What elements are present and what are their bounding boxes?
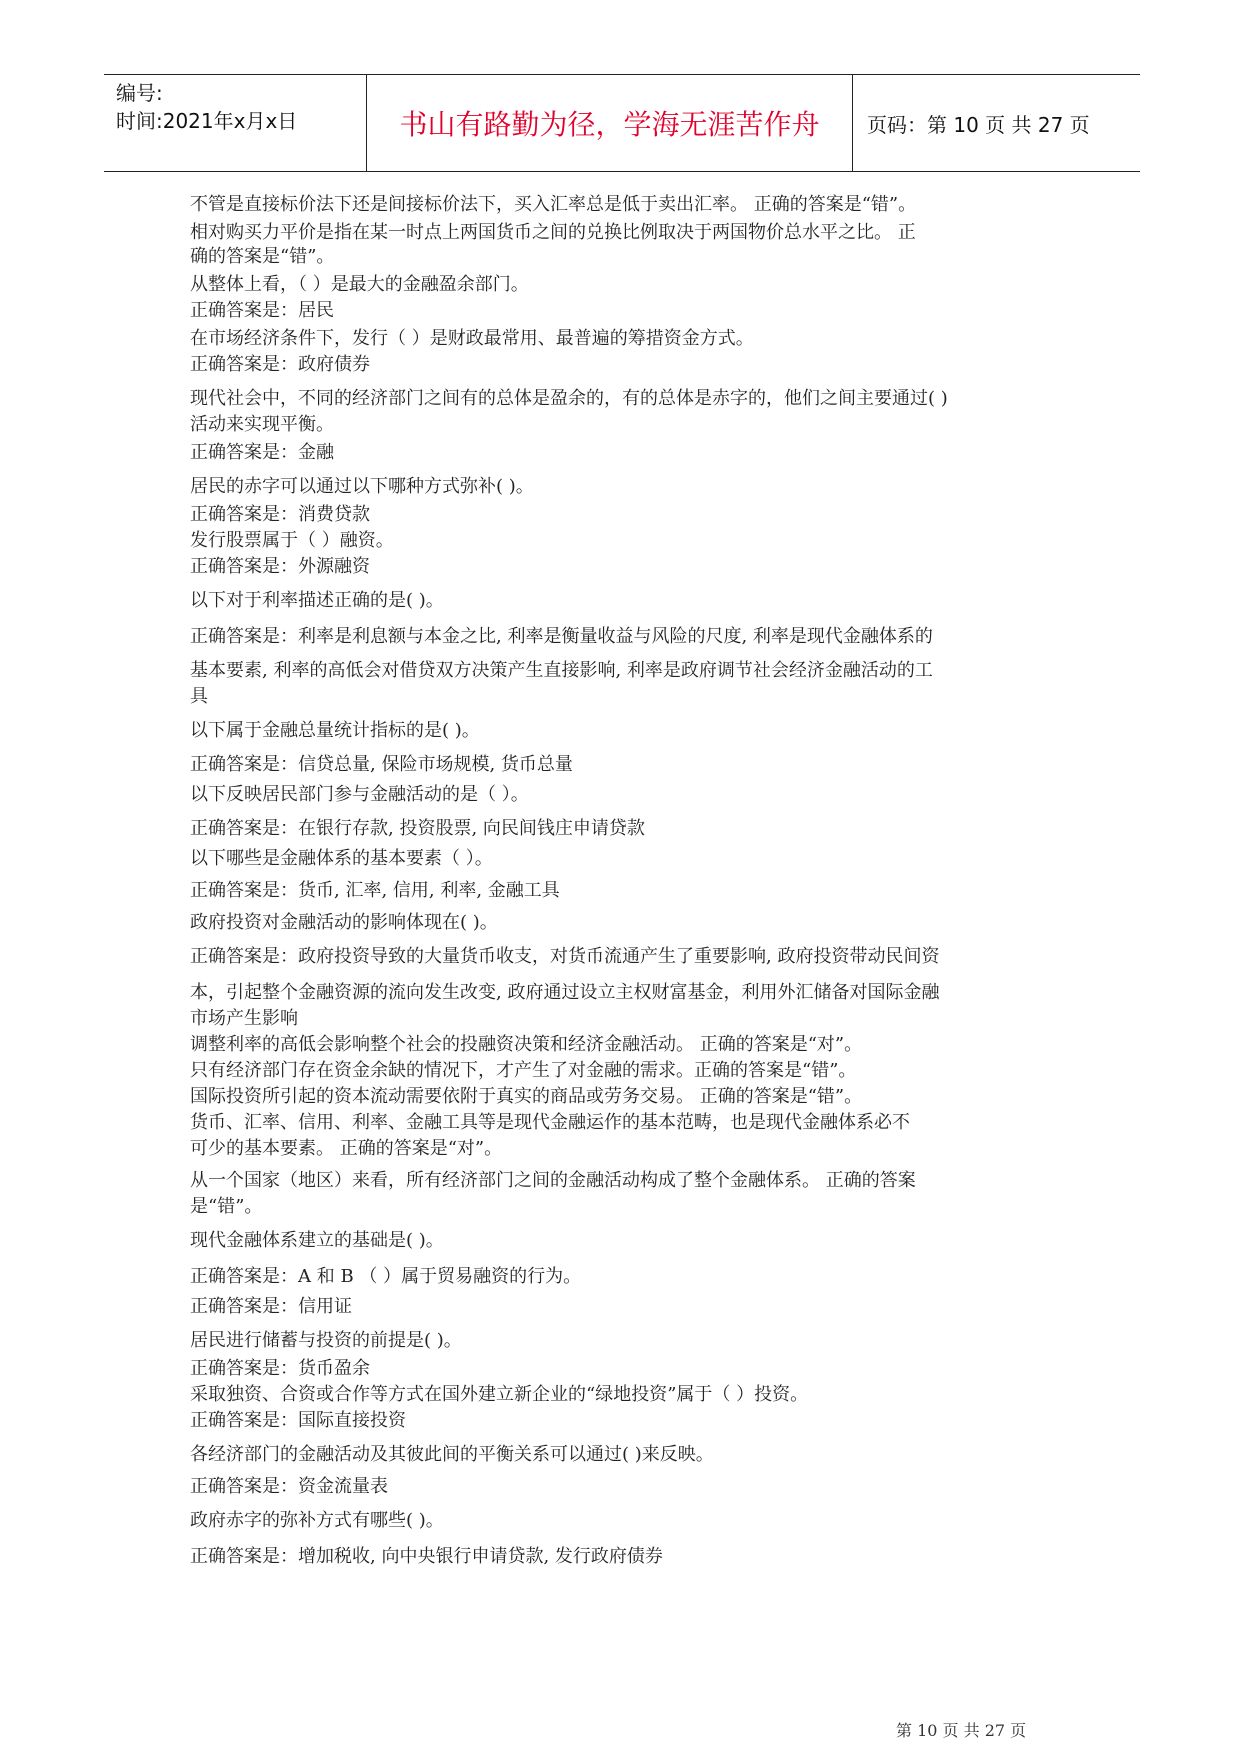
- text-line: 从一个国家（地区）来看，所有经济部门之间的金融活动构成了整个金融体系。 正确的答案: [190, 1170, 916, 1191]
- header-page-cell: [853, 75, 1140, 171]
- text-line: 调整利率的高低会影响整个社会的投融资决策和经济金融活动。 正确的答案是“对”。: [190, 1034, 863, 1055]
- text-line: 正确答案是：外源融资: [190, 556, 370, 577]
- text-line: 采取独资、合资或合作等方式在国外建立新企业的“绿地投资”属于（ ）投资。: [190, 1384, 809, 1405]
- text-line: 正确答案是：A 和 B （ ）属于贸易融资的行为。: [190, 1266, 582, 1287]
- text-line: 只有经济部门存在资金余缺的情况下，才产生了对金融的需求。正确的答案是“错”。: [190, 1060, 857, 1081]
- text-line: 政府投资对金融活动的影响体现在( )。: [190, 912, 498, 933]
- text-line: 本，引起整个金融资源的流向发生改变, 政府通过设立主权财富基金，利用外汇储备对国际金融: [190, 982, 940, 1003]
- text-line: 现代社会中，不同的经济部门之间有的总体是盈余的，有的总体是赤字的，他们之间主要通过( ): [190, 388, 948, 409]
- text-line: 确的答案是“错”。: [190, 246, 335, 267]
- text-line: 货币、汇率、信用、利率、金融工具等是现代金融运作的基本范畴，也是现代金融体系必不: [190, 1112, 910, 1133]
- text-line: 在市场经济条件下，发行（ ）是财政最常用、最普遍的筹措资金方式。: [190, 328, 754, 349]
- text-line: 正确答案是：消费贷款: [190, 504, 370, 525]
- document-time-label: 时间:2021年x月x日: [116, 109, 298, 133]
- text-line: 以下对于利率描述正确的是( )。: [190, 590, 444, 611]
- text-line: 正确答案是：货币盈余: [190, 1358, 370, 1379]
- text-line: 居民进行储蓄与投资的前提是( )。: [190, 1330, 462, 1351]
- text-line: 从整体上看，（ ）是最大的金融盈余部门。: [190, 274, 529, 295]
- text-line: 正确答案是：国际直接投资: [190, 1410, 406, 1431]
- text-line: 正确答案是：信贷总量, 保险市场规模, 货币总量: [190, 754, 573, 775]
- text-line: 以下哪些是金融体系的基本要素（ ）。: [190, 848, 493, 869]
- text-line: 正确答案是：信用证: [190, 1296, 352, 1317]
- text-line: 基本要素, 利率的高低会对借贷双方决策产生直接影响, 利率是政府调节社会经济金融活动的工: [190, 660, 933, 681]
- text-line: 可少的基本要素。 正确的答案是“对”。: [190, 1138, 503, 1159]
- text-line: 具: [190, 686, 208, 707]
- text-line: 以下属于金融总量统计指标的是( )。: [190, 720, 480, 741]
- text-line: 正确答案是：增加税收, 向中央银行申请贷款, 发行政府债券: [190, 1546, 663, 1567]
- text-line: 正确答案是：政府投资导致的大量货币收支，对货币流通产生了重要影响, 政府投资带动民间资: [190, 946, 940, 967]
- header-motto-cell: [367, 75, 853, 171]
- text-line: 正确答案是：政府债券: [190, 354, 370, 375]
- text-line: 政府赤字的弥补方式有哪些( )。: [190, 1510, 444, 1531]
- header-info-cell: [104, 75, 367, 171]
- page-footer: 第 10 页 共 27 页: [896, 1721, 1027, 1740]
- text-line: 国际投资所引起的资本流动需要依附于真实的商品或劳务交易。 正确的答案是“错”。: [190, 1086, 863, 1107]
- header-page-info: 页码：第 10 页 共 27 页: [867, 113, 1090, 137]
- text-line: 正确答案是：金融: [190, 442, 334, 463]
- header-motto: 书山有路勤为径，学海无涯苦作舟: [399, 108, 820, 141]
- text-line: 正确答案是：货币, 汇率, 信用, 利率, 金融工具: [190, 880, 560, 901]
- text-line: 以下反映居民部门参与金融活动的是（ ）。: [190, 784, 529, 805]
- text-line: 是“错”。: [190, 1196, 263, 1217]
- text-line: 市场产生影响: [190, 1008, 298, 1029]
- text-line: 现代金融体系建立的基础是( )。: [190, 1230, 444, 1251]
- text-line: 相对购买力平价是指在某一时点上两国货币之间的兑换比例取决于两国物价总水平之比。 正: [190, 222, 916, 243]
- text-line: 活动来实现平衡。: [190, 414, 334, 435]
- text-line: 发行股票属于（ ）融资。: [190, 530, 394, 551]
- text-line: 各经济部门的金融活动及其彼此间的平衡关系可以通过( )来反映。: [190, 1444, 714, 1465]
- document-number-label: 编号:: [116, 81, 163, 105]
- text-line: 居民的赤字可以通过以下哪种方式弥补( )。: [190, 476, 534, 497]
- text-line: 正确答案是：居民: [190, 300, 334, 321]
- page-header: [104, 74, 1140, 172]
- text-line: 不管是直接标价法下还是间接标价法下，买入汇率总是低于卖出汇率。 正确的答案是“错”。: [190, 194, 917, 215]
- text-line: 正确答案是：资金流量表: [190, 1476, 388, 1497]
- text-line: 正确答案是：利率是利息额与本金之比, 利率是衡量收益与风险的尺度, 利率是现代金融体系的: [190, 626, 933, 647]
- text-line: 正确答案是：在银行存款, 投资股票, 向民间钱庄申请贷款: [190, 818, 645, 839]
